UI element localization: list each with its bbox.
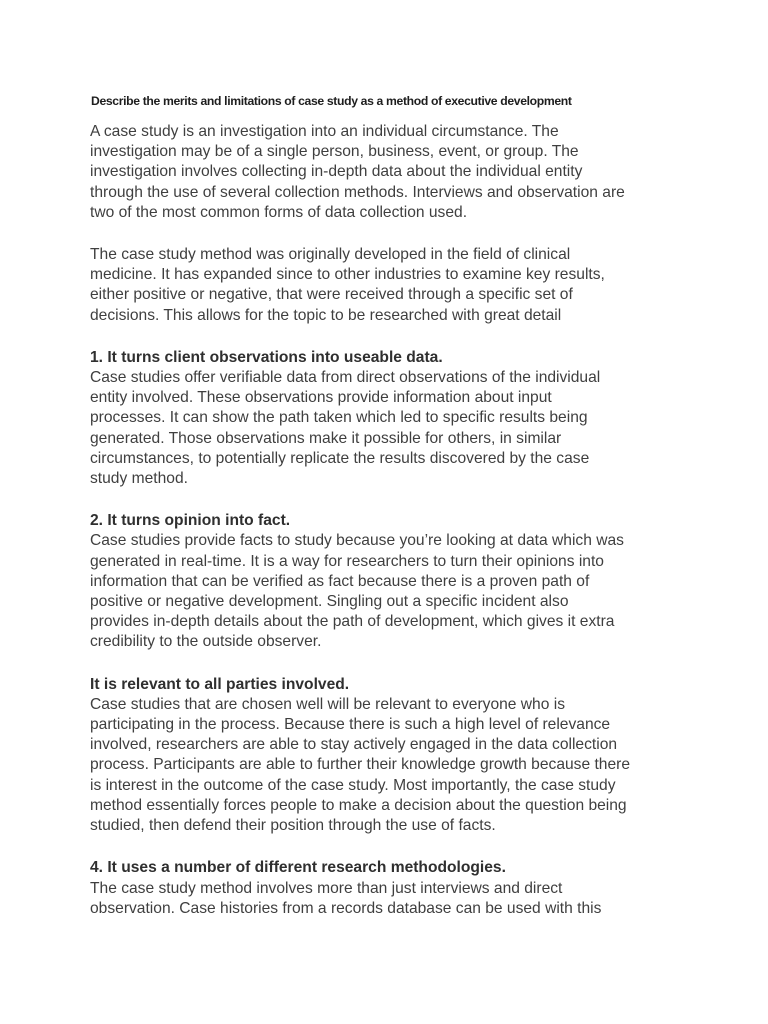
section-opinion-into-fact bbox=[90, 511, 686, 652]
section-heading: 2. It turns opinion into fact. bbox=[90, 512, 291, 530]
section-relevant-to-all bbox=[90, 675, 686, 837]
history-paragraph: The case study method was originally developed in the field of clinical medicine. It has expanded since to other industries to examine key results, either positive or negative, that were received through a specific set of decisions. This allows for the topic to be researched with great detail bbox=[90, 246, 605, 324]
section-body: Case studies that are chosen well will be relevant to everyone who is participating in the process. Because there is such a high level of relevance involved, researchers are able to stay actively engaged in the data collection process. Participants are able to further their knowledge growth because there is interest in the outcome of the case study. Most importantly, the case study method essentially forces people to make a decision about the question being studied, then defend their position through the use of facts. bbox=[90, 695, 631, 835]
section-body: Case studies offer verifiable data from direct observations of the individual entity involved. These observations provide information about input processes. It can show the path taken which led to specific results being generated. Those observations make it possible for others, in similar circumstances, to potentially replicate the results discovered by the case study method. bbox=[90, 369, 601, 488]
section-client-observations bbox=[90, 348, 686, 489]
section-body: The case study method involves more than just interviews and direct observation. Case histories from a records database can be used with this bbox=[90, 879, 602, 917]
section-research-methodologies bbox=[90, 858, 686, 919]
section-heading: 4. It uses a number of different research methodologies. bbox=[90, 859, 506, 877]
document-title: Describe the merits and limitations of case study as a method of executive development bbox=[91, 94, 572, 108]
intro-paragraph: A case study is an investigation into an individual circumstance. The investigation may be of a single person, business, event, or group. The investigation involves collecting in-depth data about the individual entity through the use of several collection methods. Interviews and observation are two of the most common forms of data collection used. bbox=[90, 123, 625, 221]
document-body bbox=[90, 122, 686, 941]
section-body: Case studies provide facts to study because you’re looking at data which was generated in real-time. It is a way for researchers to turn their opinions into information that can be verified as fact because there is a proven path of positive or negative development. Singling out a specific incident also provides in-depth details about the path of development, which gives it extra credibility to the outside observer. bbox=[90, 532, 624, 651]
section-heading: 1. It turns client observations into useable data. bbox=[90, 348, 443, 366]
section-heading: It is relevant to all parties involved. bbox=[90, 675, 350, 693]
